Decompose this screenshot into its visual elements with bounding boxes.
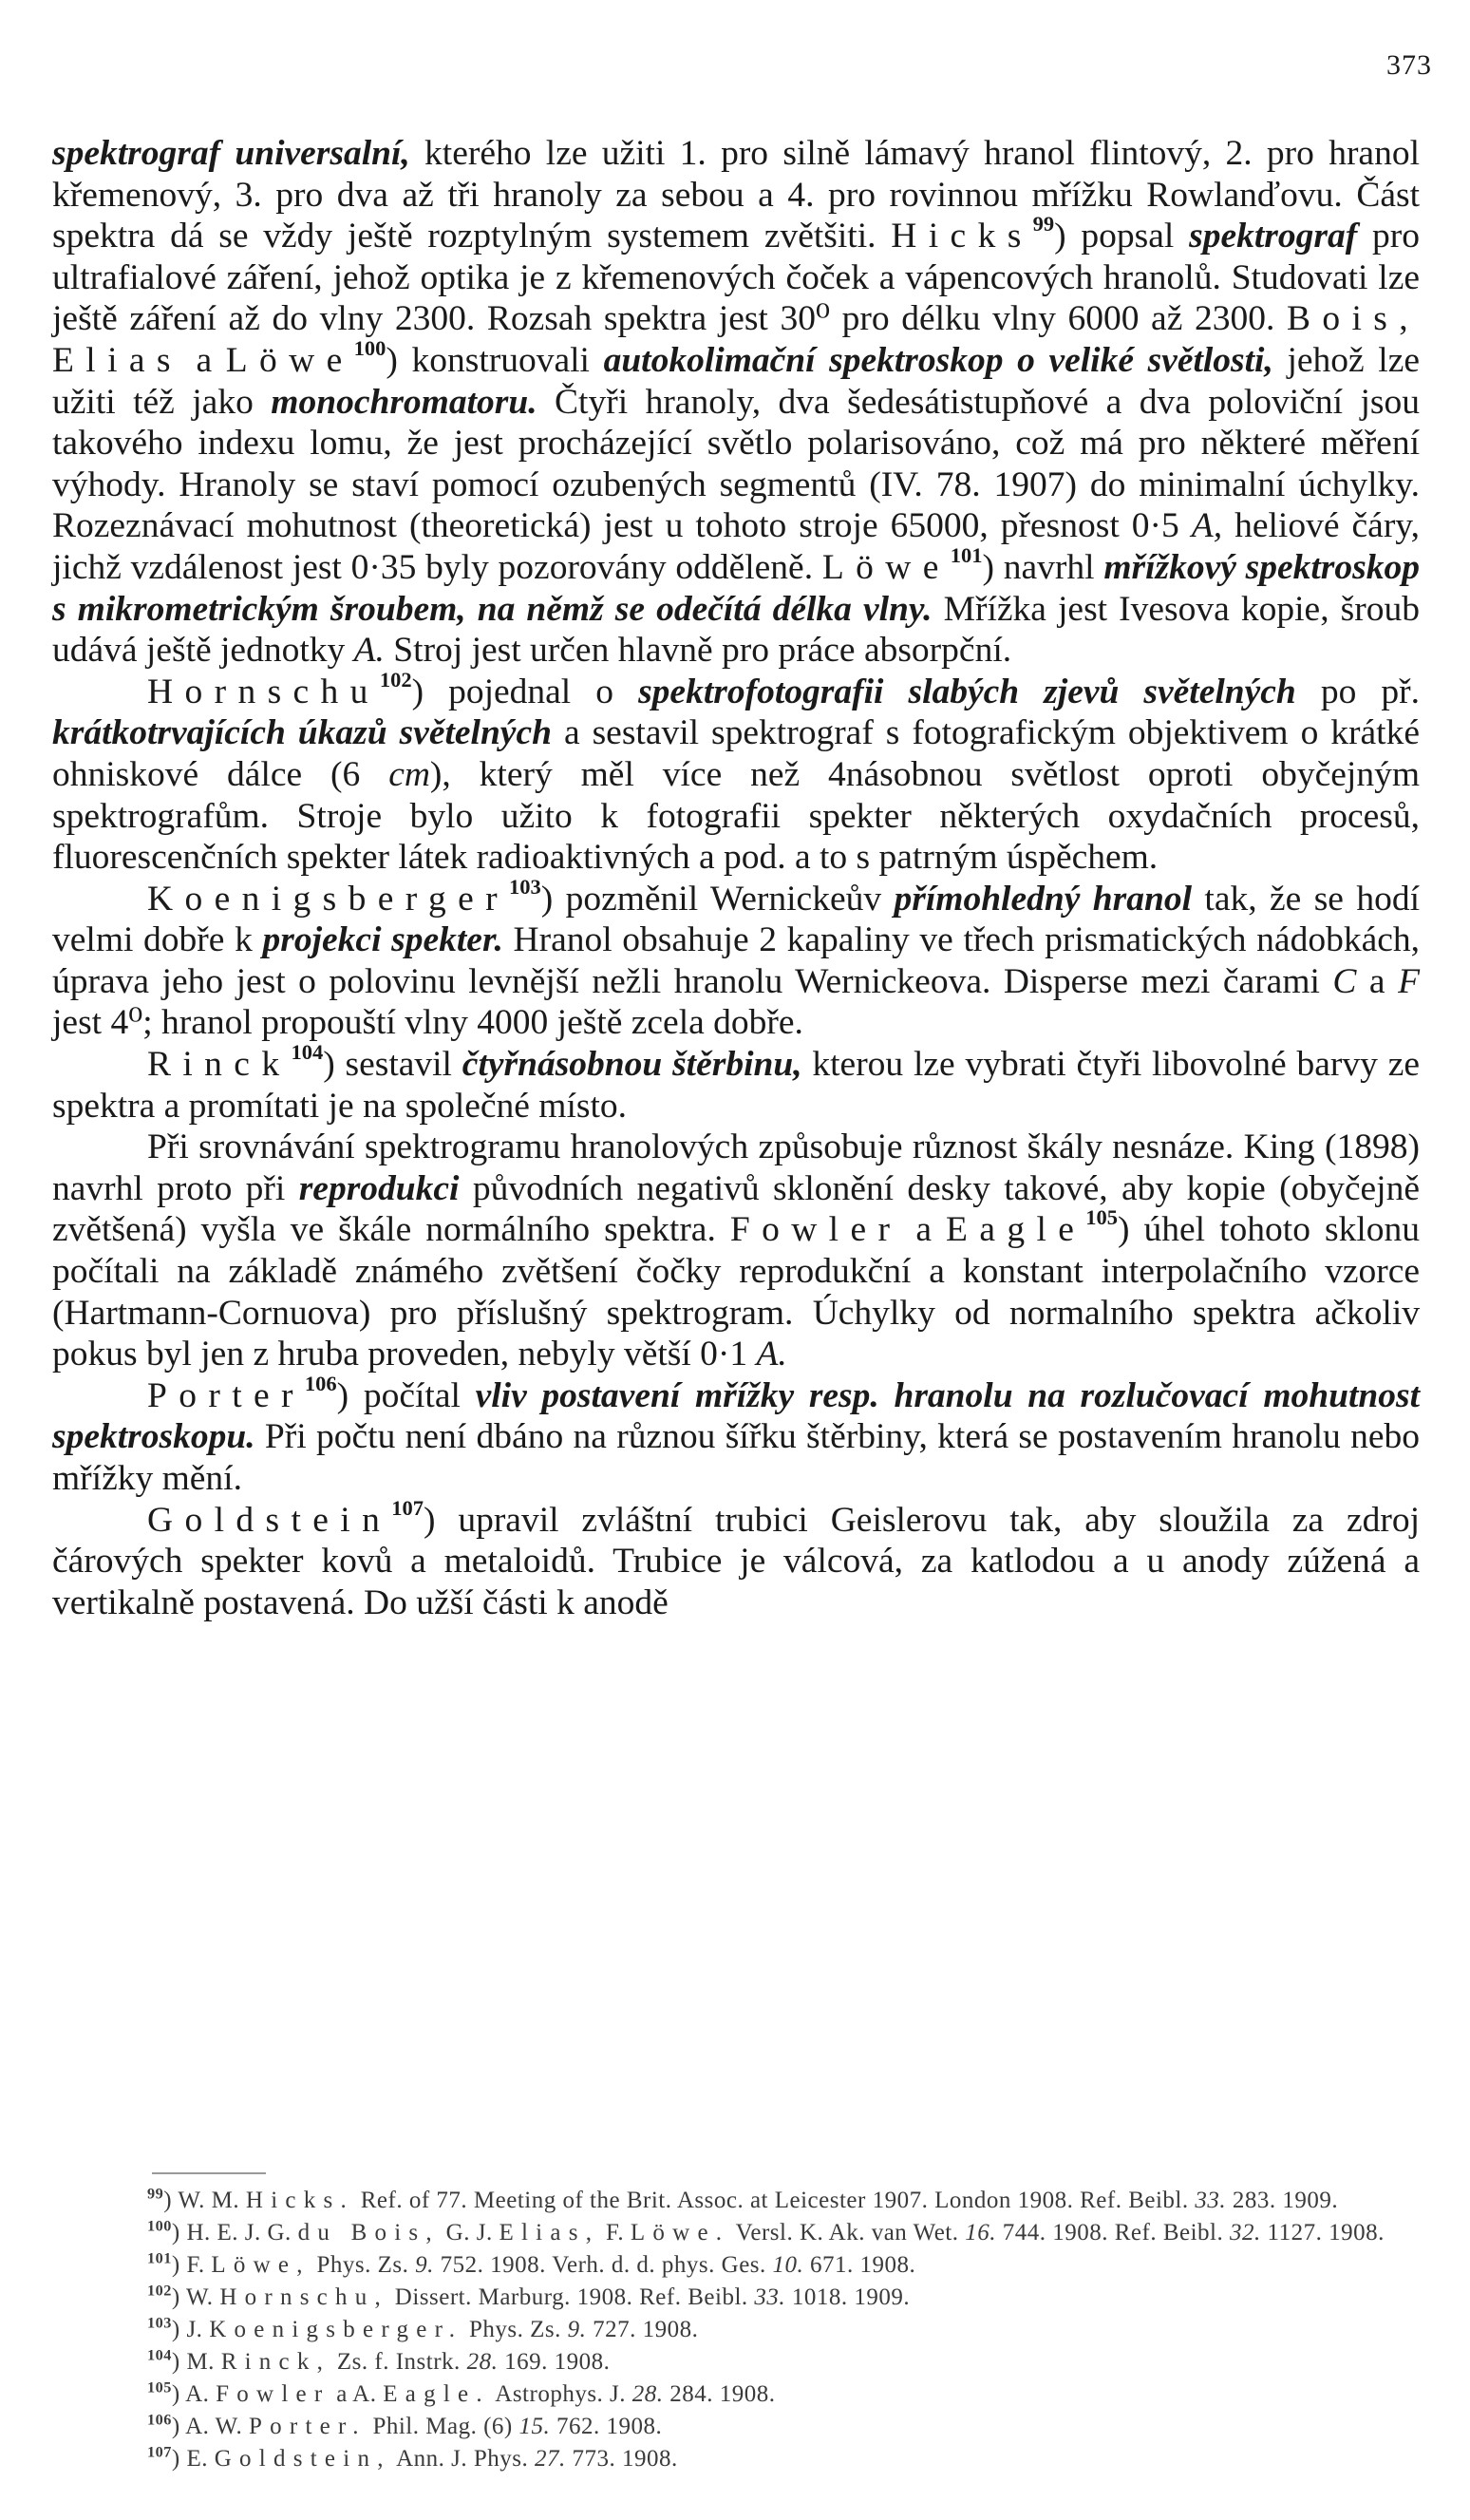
text-run: ) E. (171, 2446, 215, 2472)
italic-run: 27. (535, 2446, 566, 2472)
author-name: Löwe (821, 547, 951, 587)
text-run: ) upravil zvláštní trubici Geislerovu tak, aby sloužila za zdroj čárových spekter kovů a metaloidů. Trubice je válcová, za katlodou a u anody zúžená a vertikalně postavená. Do užší části k anodě (52, 1500, 1420, 1622)
text-run: ) W. (171, 2284, 220, 2310)
author-name: Hicks (891, 217, 1033, 256)
footnote-ref: 100 (353, 336, 386, 361)
author-name: Löwe. (630, 2220, 730, 2245)
footnote-ref: 107 (147, 2443, 172, 2461)
text-run: ) počítal (336, 1375, 476, 1415)
text-run: Ref. of 77. Meeting of the Brit. Assoc. at Leicester 1907. London 1908. Ref. Beibl. (353, 2188, 1196, 2213)
author-name: Hornschu (147, 672, 380, 711)
footnote-ref: 103 (147, 2314, 172, 2332)
text-run: ) navrhl (982, 547, 1104, 587)
footnote (52, 2411, 1420, 2443)
italic-run: F (1398, 961, 1420, 1001)
text-run: 762. 1908. (550, 2414, 663, 2439)
text-run: a (901, 1210, 947, 1250)
footnote-ref: 105 (1085, 1205, 1119, 1230)
footnote (52, 2185, 1420, 2217)
footnote-ref: 103 (508, 874, 541, 899)
text-run: Zs. f. Instrk. (330, 2349, 467, 2375)
text-run: 671. 1908. (803, 2252, 916, 2278)
footnotes (52, 2185, 1420, 2475)
italic-run: 33. (1195, 2188, 1227, 2213)
text-run: ) úhel tohoto sklonu počítali na základě známého zvětšení čočky reprodukční a konstant interpolačního vzorce (Hartmann-Cornuova) pro příslušný spektrogram. Úchylky od normalního spektra ačkoliv pokus byl jen z hruba proveden, nebyly větší 0·1 (52, 1210, 1420, 1374)
footnote (52, 2443, 1420, 2475)
text-run: Astrophys. J. (489, 2381, 632, 2407)
text-run: Stroj jest určen hlavně pro práce absorpční. (384, 631, 1012, 671)
text-run: 744. 1908. Ref. Beibl. (995, 2220, 1230, 2245)
text-run: a A. (330, 2381, 384, 2407)
emphasis-run: monochromatoru. (271, 382, 537, 422)
footnote-divider (152, 2172, 266, 2174)
author-name: Koenigsberger (147, 879, 509, 919)
author-name: Fowler (729, 1210, 902, 1250)
emphasis-run: reprodukci (298, 1168, 460, 1208)
text-run: ) F. (171, 2252, 212, 2278)
emphasis-run: projekci spekter. (262, 920, 503, 960)
text-run: ) A. W. (171, 2414, 249, 2439)
author-name: Porter. (248, 2414, 367, 2439)
author-name: Goldstein (147, 1500, 392, 1540)
emphasis-run: spektrograf universalní, (52, 134, 410, 173)
author-name: Koenigsberger. (209, 2317, 463, 2342)
text-run: tak, že se hodí velmi dobře k (52, 879, 1421, 960)
footnote (52, 2378, 1420, 2411)
italic-run: 9. (567, 2317, 587, 2342)
italic-run: 15. (518, 2414, 551, 2439)
emphasis-run: spektrograf (1189, 217, 1358, 256)
text-run: pro ultrafialové záření, jehož optika je z křemenových čoček a vápencových hranolů. Studovati lze ještě záření až do vlny 2300. Rozsah spektra jest 30⁰ pro délku vlny 6000 až 2300. (52, 217, 1420, 339)
author-name: Porter (147, 1375, 305, 1415)
italic-run: A. (756, 1335, 787, 1374)
footnote (52, 2346, 1420, 2378)
author-name: Fowler (216, 2381, 330, 2407)
text-run: původních negativů sklonění desky takové, aby kopie (obyčejně zvětšená) vyšla ve škále normálního spektra. (52, 1168, 1420, 1250)
footnote (52, 2314, 1420, 2346)
author-name: Eagle (946, 1210, 1086, 1250)
text-run: 773. 1908. (565, 2446, 678, 2472)
author-name: Rinck (147, 1045, 292, 1085)
text-run: ) H. E. J. G. (171, 2220, 298, 2245)
text-run: a (181, 340, 226, 380)
text-run: ) sestavil (323, 1045, 462, 1085)
footnote-ref: 101 (950, 543, 983, 568)
author-name: Bois, Elias (52, 299, 1420, 380)
footnote-ref: 107 (391, 1495, 424, 1520)
emphasis-run: mřížkový spektroskop s mikrometrickým šroubem, na němž se odečítá délka vlny. (52, 547, 1420, 629)
emphasis-run: čtyřnásobnou štěrbinu, (462, 1045, 802, 1085)
text-run: ) konstruovali (386, 340, 604, 380)
italic-run: 28. (631, 2381, 664, 2407)
author-name: Löwe (225, 340, 354, 380)
text-run: Phil. Mag. (6) (366, 2414, 519, 2439)
text-run: Phys. Zs. (462, 2317, 568, 2342)
text-run: 169. 1908. (498, 2349, 611, 2375)
footnote-ref: 106 (304, 1371, 337, 1395)
italic-run: A, (1191, 506, 1223, 546)
paragraph (52, 133, 1420, 672)
italic-run: 10. (772, 2252, 804, 2278)
text-run: 284. 1908. (663, 2381, 776, 2407)
text-run: Mřížka jest Ivesova kopie, šroub udává ještě jednotky (52, 589, 1420, 671)
text-run: ) pojednal o (411, 672, 639, 711)
text-run: ) W. M. (163, 2188, 246, 2213)
text-run: Dissert. Marburg. 1908. Ref. Beibl. (388, 2284, 755, 2310)
text-run: Při počtu není dbáno na různou šířku štěrbiny, která se postavením hranolu nebo mřížky mění. (52, 1417, 1420, 1498)
italic-run: 28. (466, 2349, 499, 2375)
text-run: ) J. (171, 2317, 210, 2342)
text-run: a sestavil spektrograf s fotografickým objektivem o krátké ohniskové dálce (6 (52, 713, 1420, 794)
author-name: Goldstein, (214, 2446, 391, 2472)
text-run: Phys. Zs. (310, 2252, 416, 2278)
footnote (52, 2217, 1420, 2249)
emphasis-run: autokolimační spektroskop o veliké světlosti, (603, 340, 1273, 380)
paragraph (52, 667, 1420, 879)
emphasis-run: spektrofotografii slabých zjevů světelných (638, 672, 1296, 711)
author-name: Hornschu, (219, 2284, 389, 2310)
italic-run: 16. (965, 2220, 996, 2245)
italic-run: 32. (1230, 2220, 1261, 2245)
italic-run: cm (388, 754, 430, 794)
text-run: 727. 1908. (586, 2317, 699, 2342)
text-run: po př. (1295, 672, 1420, 711)
italic-run: 33. (754, 2284, 786, 2310)
emphasis-run: vliv postavení mřížky resp. hranolu na rozlučovací mohutnost spektroskopu. (52, 1375, 1420, 1457)
text-run: Ann. J. Phys. (390, 2446, 535, 2472)
italic-run: A. (353, 631, 385, 671)
text-run: Čtyři hranoly, dva šedesátistupňové a dva poloviční jsou takového indexu lomu, že jest procházející světlo polarisováno, což má pro některé měření výhody. Hranoly se staví pomocí ozubených segmentů (IV. 78. 1907) do minimalní úchylky. Rozeznávací mohutnost (theoretická) jest u tohoto stroje 65000, přesnost 0·5 (52, 382, 1421, 546)
text-run: ) pozměnil Wernickeův (540, 879, 895, 919)
text-run: ) A. (171, 2381, 217, 2407)
text-run: jehož lze užiti též jako (52, 340, 1420, 422)
author-name: Hicks. (245, 2188, 354, 2213)
footnote (52, 2249, 1420, 2282)
author-name: Elias, (499, 2220, 600, 2245)
text-run: jest 4⁰; hranol propouští vlny 4000 ještě zcela dobře. (52, 1003, 803, 1043)
text-run: ), který měl více než 4násobnou světlost oproti obyčejným spektrografům. Stroje bylo užito k fotografii spekter některých oxydačních procesů, fluorescenčních spekter látek radioaktivných a pod. a to s patrným úspěchem. (52, 754, 1420, 878)
text-run: Při srovnávání spektrogramu hranolových způsobuje různost škály nesnáze. King (1898) navrhl proto při (52, 1127, 1420, 1208)
text-run: ) popsal (1054, 217, 1190, 256)
paragraph (52, 1371, 1420, 1500)
footnote-ref: 102 (379, 667, 412, 692)
text-run: Hranol obsahuje 2 kapaliny ve třech prismatických nádobkách, úprava jeho jest o polovinu levnější nežli hranolu Wernickeova. Disperse mezi čarami (52, 920, 1420, 1001)
body-text (52, 133, 1420, 1623)
author-name: Eagle. (383, 2381, 490, 2407)
footnote-ref: 100 (147, 2217, 172, 2235)
footnote-ref: 104 (147, 2346, 172, 2364)
text-run: Versl. K. Ak. van Wet. (729, 2220, 966, 2245)
footnote-ref: 102 (147, 2282, 172, 2300)
author-name: Rinck, (220, 2349, 331, 2375)
footnote-ref: 105 (147, 2378, 172, 2397)
text-run: heliové čáry, jichž vzdálenost jest 0·35 byly pozorovány odděleně. (52, 506, 1420, 587)
footnote-ref: 99 (1032, 212, 1055, 237)
footnote-ref: 101 (147, 2249, 172, 2267)
text-run: 283. 1909. (1226, 2188, 1339, 2213)
footnote-ref: 104 (291, 1040, 324, 1065)
text-run: a (1356, 961, 1399, 1001)
text-run: kterou lze vybrati čtyři libovolné barvy ze spektra a promítati je na společné místo. (52, 1045, 1420, 1126)
paragraph (52, 874, 1421, 1044)
footnote-ref: 106 (147, 2411, 172, 2429)
italic-run: 9. (415, 2252, 434, 2278)
author-name: Löwe, (211, 2252, 311, 2278)
text-run: G. J. (439, 2220, 499, 2245)
page-number: 373 (1386, 49, 1432, 81)
text-run: 752. 1908. Verh. d. d. phys. Ges. (433, 2252, 773, 2278)
paragraph (52, 1127, 1420, 1375)
footnote (52, 2282, 1420, 2314)
text-run: 1127. 1908. (1260, 2220, 1385, 2245)
italic-run: C (1332, 961, 1357, 1001)
paragraph (52, 1040, 1420, 1127)
paragraph (52, 1495, 1420, 1624)
author-name: du Bois, (297, 2220, 440, 2245)
text-run: ) M. (171, 2349, 221, 2375)
emphasis-run: krátkotrvajících úkazů světelných (52, 713, 552, 753)
text-run: kterého lze užiti 1. pro silně lámavý hranol flintový, 2. pro hranol křemenový, 3. pro dva až tři hranoly za sebou a 4. pro rovinnou mřížku Rowlanďovu. Část spektra dá se vždy ještě rozptylným systemem zvětšiti. (52, 134, 1420, 256)
text-run: 1018. 1909. (785, 2284, 911, 2310)
emphasis-run: přímohledný hranol (894, 879, 1192, 919)
footnote-ref: 99 (147, 2185, 164, 2203)
text-run: F. (599, 2220, 631, 2245)
